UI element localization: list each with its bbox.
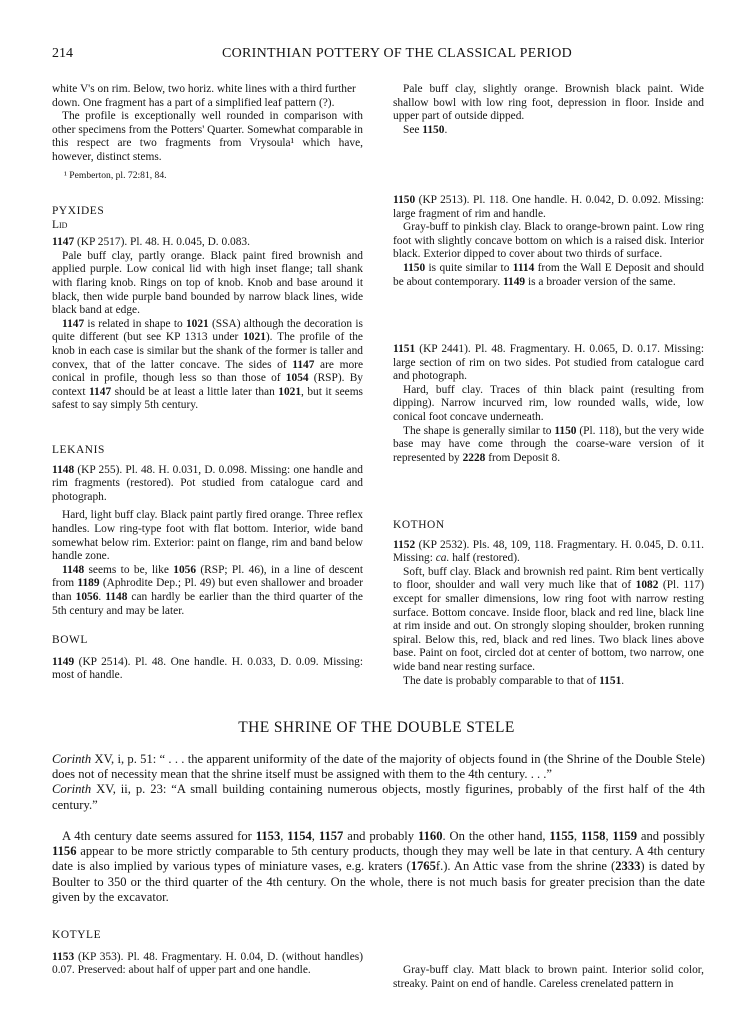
- entry-1148-header: 1148 (KP 255). Pl. 48. H. 0.031, D. 0.098. Missing: one handle and rim fragments (restored). Pot studied from catalogue card and photograph.: [52, 463, 363, 503]
- lid-heading: Lid: [52, 218, 68, 231]
- entry-1153-description: Gray-buff clay. Matt black to brown paint. Interior solid color, streaky. Paint on end of handle. Careless crenelated pattern in: [393, 964, 704, 990]
- pyxides-section: [52, 205, 363, 413]
- lekanis-heading: LEKANIS: [52, 444, 105, 456]
- quotation-1: Corinth XV, i, p. 51: “ . . . the apparent uniformity of the date of the majority of objects found in (the Shrine of the Double Stele) does not of necessity mean that the shrine itself must be assigned with them to the 4th century. . . .”: [52, 752, 705, 782]
- entry-1150-description: Gray-buff to pinkish clay. Black to orange-brown paint. Low ring foot with slightly concave bottom on which is a raised disk. Interior black. Exterior dipped to cover about two thirds of surface.: [393, 221, 704, 261]
- lekanis-section: [52, 444, 363, 618]
- page-number: 214: [52, 46, 73, 61]
- pyxides-heading: PYXIDES: [52, 205, 105, 217]
- kotyle-section: [52, 929, 363, 978]
- entry-1151-header: 1151 (KP 2441). Pl. 48. Fragmentary. H. 0.065, D. 0.17. Missing: large section of rim on two sides. Pot studied from catalogue card and photograph.: [393, 343, 704, 383]
- quotation-2: Corinth XV, ii, p. 23: “A small building containing numerous objects, mostly figurines, probably of the first half of the 4th century.”: [52, 782, 705, 812]
- catalogue-number: 1150: [393, 194, 416, 206]
- kotyle-heading: KOTYLE: [52, 929, 102, 941]
- catalogue-number: 1147: [52, 236, 75, 249]
- right-column-top: [393, 83, 704, 137]
- entry-1151-commentary: The shape is generally similar to 1150 (Pl. 118), but the very wide base may have come through the coarse-ware version of it represented by 2228 from Deposit 8.: [393, 424, 704, 464]
- kothon-heading: KOTHON: [393, 519, 445, 531]
- catalogue-number: 1149: [52, 655, 75, 668]
- entry-1148-description: Hard, light buff clay. Black paint partly fired orange. Three reflex handles. Low ring-type foot with flat bottom. Interior, wide band somewhat below rim. Exterior: paint on flange, rim and band below handle zone.: [52, 509, 363, 563]
- entry-1147-header: 1147 (KP 2517). Pl. 48. H. 0.045, D. 0.083.: [52, 236, 250, 249]
- footnote: ¹ Pemberton, pl. 72:81, 84.: [64, 169, 167, 181]
- running-title: CORINTHIAN POTTERY OF THE CLASSICAL PERIOD: [222, 46, 573, 61]
- see-reference: See 1150.: [403, 123, 448, 136]
- shrine-paragraph: A 4th century date seems assured for 1153, 1154, 1157 and probably 1160. On the other hand, 1155, 1158, 1159 and possibly 1156 appear to be more strictly comparable to 5th century products, though they may well be late in that century. A 4th century date is also implied by various types of miniature vases, e.g. kraters (1765f.). An Attic vase from the shrine (2333) is dated by Boulter to 350 or the third quarter of the 4th century. On the whole, there is not much basis for greater precision than the date given by the excavator.: [52, 829, 705, 904]
- entry-1151-description: Hard, buff clay. Traces of thin black paint (resulting from dipping). Narrow incurved rim, low rounded walls, wide, low conical foot concave underneath.: [393, 383, 704, 423]
- entry-1147-commentary: 1147 is related in shape to 1021 (SSA) although the decoration is quite different (but see KP 1313 under 1021). The profile of the knob in each case is similar but the shank of the former is taller and convex, that of the latter concave. The sides of 1147 are more conical in profile, though less so than those of 1054 (RSP). By context 1147 should be at least a little later than 1021, but it seems safest to say simply 5th century.: [52, 317, 363, 412]
- entry-1148-commentary: 1148 seems to be, like 1056 (RSP; Pl. 46), in a line of descent from 1189 (Aphrodite Dep.; Pl. 49) but even shallower and broader than 1056. 1148 can hardly be earlier than the third quarter of the 5th century and may be later.: [52, 563, 363, 617]
- entry-1152-description: Soft, buff clay. Black and brownish red paint. Rim bent vertically to floor, shoulder and wall very much like that of 1082 (Pl. 117) except for smaller dimensions, low ring foot with narrow resting surface. Bottom concave. Inside floor, black and red line, black line at rim inside and out. On strongly sloping shoulder, broken running spiral. Below this, red, black and red lines. Two black lines above base. Paint on foot, circled dot at center of bottom, two narrow, one wide band near resting surface.: [393, 565, 704, 673]
- entry-1152-header: 1152 (KP 2532). Pls. 48, 109, 118. Fragmentary. H. 0.045, D. 0.11. Missing: ca. half (restored).: [393, 538, 704, 565]
- bowl-heading: BOWL: [52, 634, 88, 646]
- entry-1150: [393, 194, 704, 289]
- entry-1149-header: 1149 (KP 2514). Pl. 48. One handle. H. 0.033, D. 0.09. Missing: most of handle.: [52, 655, 363, 682]
- continued-text-line: down. One fragment has a part of a simplified leaf pattern (?).: [52, 96, 335, 109]
- section-title: THE SHRINE OF THE DOUBLE STELE: [238, 719, 515, 736]
- entry-1147-description: Pale buff clay, partly orange. Black paint fired brownish and applied purple. Low conical lid with high inset flange; tall shank with flaring knob. Rings on top of knob. Knob and base around it black, then wide purple band bounded by narrow black lines, wide black band at edge.: [52, 249, 363, 317]
- left-column-top: [52, 83, 363, 182]
- catalogue-number: 1148: [52, 463, 75, 476]
- entry-1150-header: 1150 (KP 2513). Pl. 118. One handle. H. 0.042, D. 0.092. Missing: large fragment of rim and handle.: [393, 194, 704, 220]
- entry-1152-date: The date is probably comparable to that of 1151.: [403, 674, 625, 687]
- catalogue-number: 1151: [393, 343, 416, 355]
- profile-paragraph: The profile is exceptionally well rounded in comparison with other specimens from the Potters' Quarter. Somewhat comparable in this respect are two fragments from Vrysoula¹ which have, however, distinct stems.: [52, 110, 363, 163]
- entry-1150-commentary: 1150 is quite similar to 1114 from the Wall E Deposit and should be about contemporary. 1149 is a broader version of the same.: [393, 261, 705, 288]
- catalogue-number: 1152: [393, 538, 416, 551]
- bowl-section: [52, 634, 363, 683]
- entry-1149-description: Pale buff clay, slightly orange. Brownish black paint. Wide shallow bowl with low ring foot, depression in floor. Inside and upper part of outside dipped.: [393, 83, 704, 123]
- catalogue-number: 1153: [52, 950, 75, 963]
- entry-1153-header: 1153 (KP 353). Pl. 48. Fragmentary. H. 0.04, D. (without handles) 0.07. Preserved: about half of upper part and one handle.: [52, 950, 363, 977]
- continued-text-line: white V's on rim. Below, two horiz. white lines with a third further: [52, 83, 356, 95]
- kothon-section: [393, 519, 704, 688]
- shrine-quotations: [52, 752, 705, 813]
- entry-1151: [393, 343, 704, 465]
